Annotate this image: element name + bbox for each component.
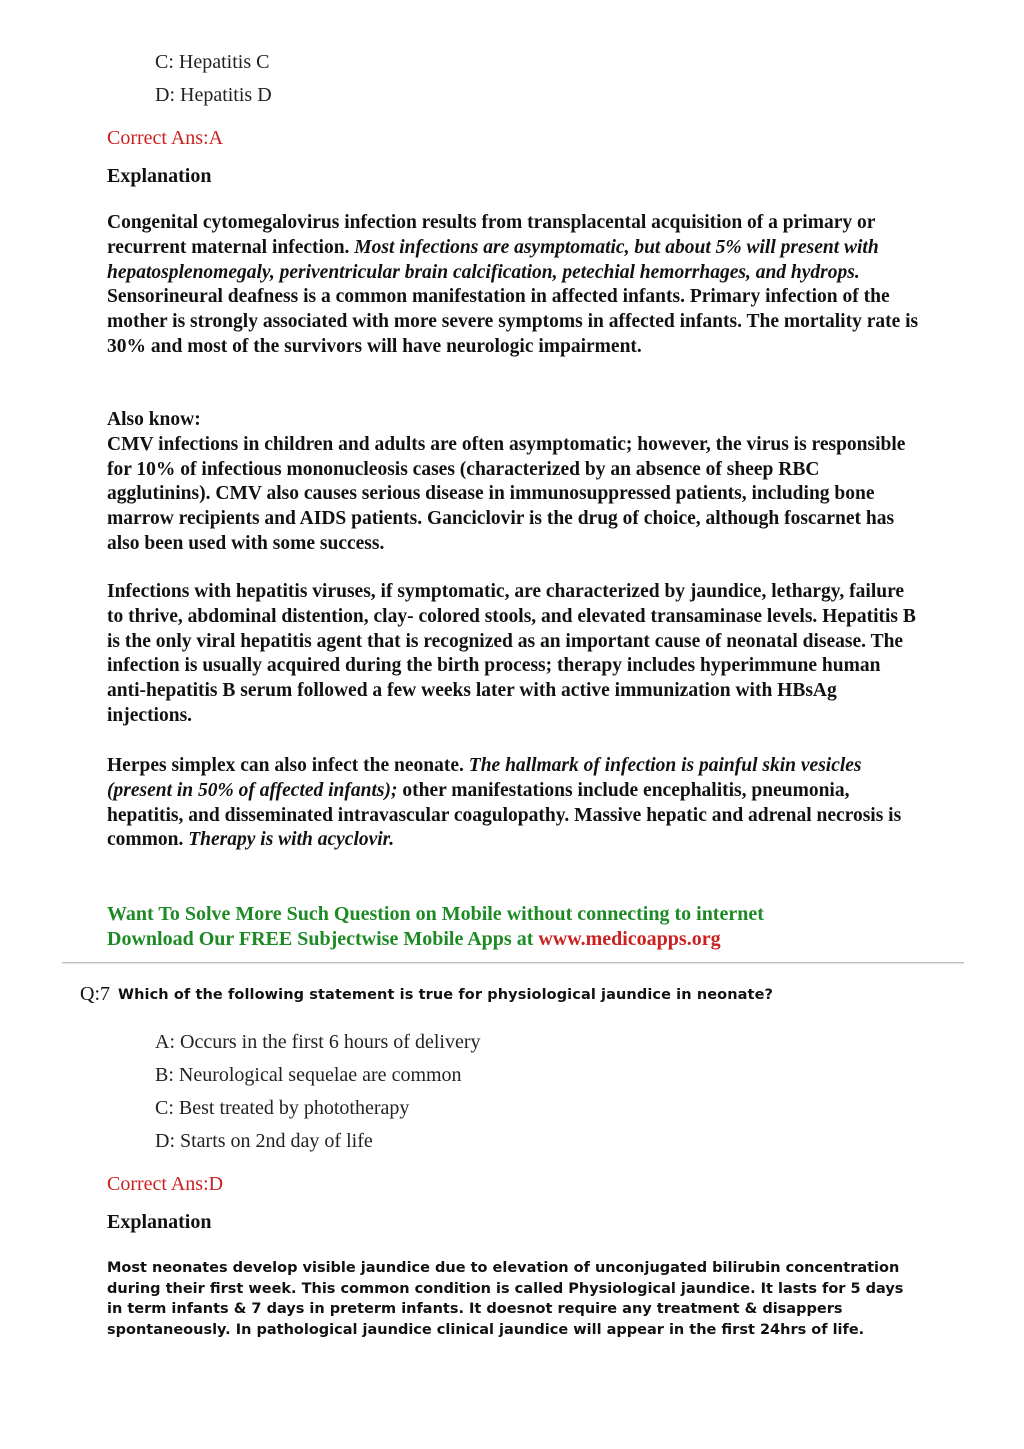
- explanation-paragraph-cmv: [107, 211, 922, 360]
- option-c: C: Hepatitis C: [155, 51, 270, 73]
- paragraph-italic-text: The hallmark of infection is painful skin vesicles (present in 50% of affected infants);: [107, 755, 862, 801]
- question-text: Which of the following statement is true for physiological jaundice in neonate?: [118, 987, 774, 1003]
- correct-answer: Correct Ans:D: [107, 1173, 224, 1195]
- explanation-heading: Explanation: [107, 165, 212, 187]
- paragraph-text: Sensorineural deafness is a common manifestation in affected infants. Primary infection of the mother is strongly associated with more severe symptoms in affected infants. The mortality rate is 30% and most of the survivors will have neurologic impairment.: [107, 286, 919, 357]
- promo-line-1: Want To Solve More Such Question on Mobile without connecting to internet: [107, 903, 764, 925]
- also-know-title: Also know:: [107, 409, 201, 430]
- option-d: D: Starts on 2nd day of life: [155, 1130, 373, 1152]
- promo-link[interactable]: www.medicoapps.org: [538, 928, 721, 950]
- paragraph-text: Congenital cytomegalovirus infection results from transplacental acquisition of a primary or recurrent maternal infection.: [107, 212, 876, 258]
- paragraph-text: CMV infections in children and adults are often asymptomatic; however, the virus is responsible for 10% of infectious mononucleosis cases (characterized by an absence of sheep RBC agglutinins). CMV also causes serious disease in immunosuppressed patients, including bone marrow recipients and AIDS patients. Ganciclovir is the drug of choice, although foscarnet has also been used with some success.: [107, 433, 906, 554]
- paragraph-italic-text: Therapy is with acyclovir.: [188, 829, 395, 851]
- section-divider: [62, 962, 964, 964]
- explanation-paragraph-also-know: [107, 408, 922, 557]
- explanation-heading: Explanation: [107, 1211, 212, 1233]
- option-a: A: Occurs in the first 6 hours of delivery: [155, 1031, 481, 1053]
- promo-banner: [107, 902, 907, 952]
- option-d: D: Hepatitis D: [155, 84, 272, 106]
- paragraph-text: other manifestations include encephalitis, pneumonia, hepatitis, and disseminated intravascular coagulopathy. Massive hepatic and adrenal necrosis is common.: [107, 779, 902, 851]
- correct-answer: Correct Ans:A: [107, 127, 224, 149]
- promo-line-2: [107, 927, 907, 952]
- question-number: Q:7: [80, 983, 110, 1005]
- paragraph-italic-text: Most infections are asymptomatic, but about 5% will present with hepatosplenomegaly, periventricular brain calcification, petechial hemorrhages, and hydrops.: [107, 236, 879, 283]
- option-b: B: Neurological sequelae are common: [155, 1064, 462, 1086]
- explanation-paragraph-hepatitis: Infections with hepatitis viruses, if symptomatic, are characterized by jaundice, lethargy, failure to thrive, abdominal distention, clay- colored stools, and elevated transaminase levels. Hepatitis B is the only viral hepatitis agent that is recognized as an important cause of neonatal disease. The infection is usually acquired during the birth process; therapy includes hyperimmune human anti-hepatitis B serum followed a few weeks later with active immunization with HBsAg injections.: [107, 581, 916, 726]
- paragraph-text: Herpes simplex can also infect the neonate.: [107, 755, 469, 776]
- explanation-paragraph-herpes: [107, 754, 922, 853]
- option-c: C: Best treated by phototherapy: [155, 1097, 410, 1119]
- explanation-paragraph-jaundice: Most neonates develop visible jaundice due to elevation of unconjugated bilirubin concentration during their first week. This common condition is called Physiological jaundice. It lasts for 5 days in term infants & 7 days in preterm infants. It doesnot require any treatment & disappers spontaneously. In pathological jaundice clinical jaundice will appear in the first 24hrs of life.: [107, 1260, 904, 1338]
- promo-text: Download Our FREE Subjectwise Mobile Apps at: [107, 928, 539, 950]
